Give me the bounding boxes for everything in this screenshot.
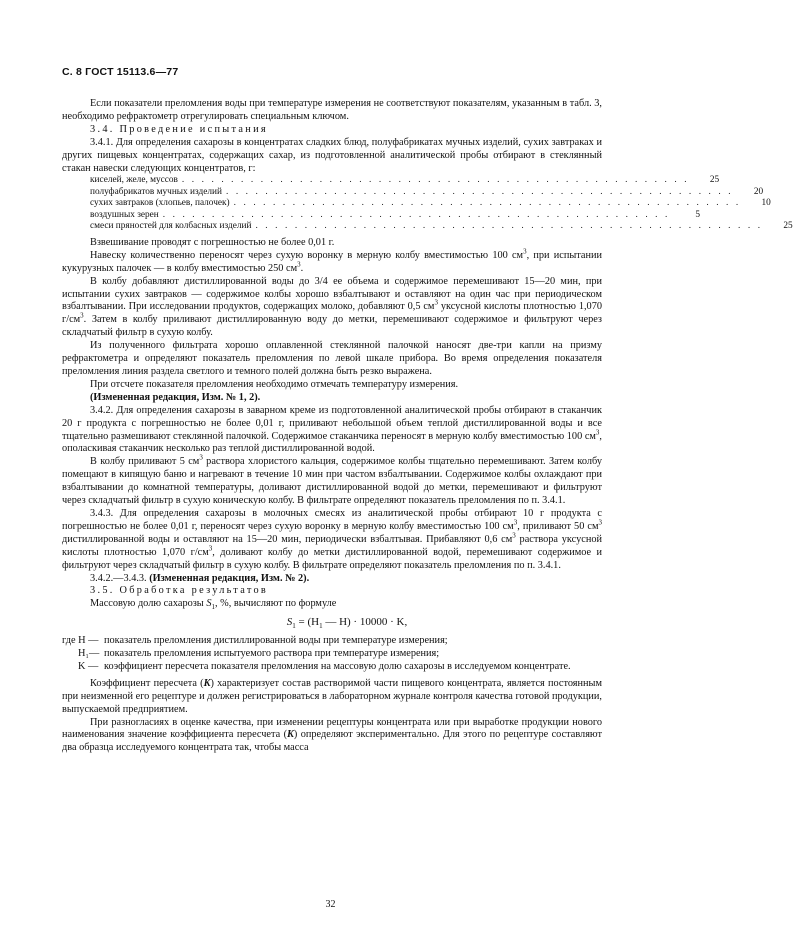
list-item: смеси пряностей для колбасных изделий . . . . . . . . . . . . . . . . . . . . . . . . . . . . . . . . . . . . . . . . . . . . . . . . . . . . 25 <box>90 221 793 232</box>
running-header: С. 8 ГОСТ 15113.6—77 <box>62 66 179 78</box>
paragraph-temperature: При отсчете показателя преломления необходимо отмечать температуру измерения. <box>90 378 459 390</box>
definition-row: H₁— показатель преломления испытуемого раствора при температуре измерения; <box>78 648 440 660</box>
list-item: полуфабрикатов мучных изделий . . . . . . . . . . . . . . . . . . . . . . . . . . . . . . . . . . . . . . . . . . . . . . . . . . . . 20 <box>90 186 764 197</box>
paragraph-filtrate: Из полученного фильтрата хорошо оплавленной стеклянной палочкой наносят две-три капли на призму рефрактометра и определяют показатель преломления по левой шкале прибора. Во время определения показателя преломления линия раздела светлого и темного полей должна быть резко выражена. <box>62 340 602 377</box>
paragraph-coefficient: Коэффициент пересчета (K) характеризует состав растворимой части пищевого концентрата, является постоянным при неизменной его рецептуре и должен регистрироваться в лабораторном журнале контроля качества готовой продукции, выпускаемой предприятием. <box>62 677 602 715</box>
definition-row: где H — показатель преломления дистиллированной воды при температуре измерения; <box>62 635 448 647</box>
paragraph-3-4-1: 3.4.1. Для определения сахарозы в концентратах сладких блюд, полуфабрикатах мучных изделий, сухих завтраках и других пищевых концентратах, содержащих сахар, из подготовленной аналитической пробы отбирают в стеклянный стакан навески следующих концентратов, г: <box>62 136 602 174</box>
paragraph-weighing: Взвешивание проводят с погрешностью не более 0,01 г. <box>90 236 335 248</box>
page-number: 32 <box>325 899 336 910</box>
list-item: воздушных зерен . . . . . . . . . . . . . . . . . . . . . . . . . . . . . . . . . . . . . . . . . . . . . . . . . . . . 5 <box>90 209 700 220</box>
page-body <box>62 98 793 755</box>
paragraph-add-water: В колбу добавляют дистиллированной воды до 3/4 ее объема и содержимое перемешивают 15—20 мин, при испытании сухих завтраков — содержимое колбы хорошо взбалтывают и оставляют на один час при периодическом взбалтывании. При исследовании продуктов, содержащих молоко, добавляют 0,5 $см^3$ уксусной кислоты плотностью 1,070 $г/см^3$. Затем в колбу приливают дистиллированную воду до метки, перемешивают содержимое и фильтруют через складчатый фильтр в сухую колбу. <box>62 275 602 339</box>
section-heading-3-4: 3.4. Проведение испытания <box>90 123 268 135</box>
definition-row: K — коэффициент пересчета показателя преломления на массовую долю сахарозы в исследуемом концентрате. <box>78 660 571 672</box>
weights-list <box>90 175 793 233</box>
paragraph-3-4-3: 3.4.3. Для определения сахарозы в молочных смесях из аналитической пробы отбирают 10 г продукта с погрешностью не более 0,01 г, переносят через сухую воронку в мерную колбу вместимостью 100 $см^3$, приливают 50 $см^3$ дистиллированной воды и оставляют на 15—20 мин, периодически взбалтывая. Прибавляют 0,6 $см^3$ раствора уксусной кислоты плотностью 1,070 $г/см^3$, доливают колбу до метки дистиллированной водой, перемешивают содержимое и фильтруют через складчатый фильтр в сухую колбу. В фильтрате определяют показатель преломления по п. 3.4.1. <box>62 507 603 571</box>
formula-definitions <box>62 635 602 674</box>
list-item: киселей, желе, муссов . . . . . . . . . . . . . . . . . . . . . . . . . . . . . . . . . . . . . . . . . . . . . . . . . . . . 25 <box>90 175 720 186</box>
paragraph-intro: Если показатели преломления воды при температуре измерения не соответствуют показателям, указанным в табл. 3, необходимо рефрактометр отрегулировать специальным ключом. <box>62 98 602 122</box>
edit-note-1: (Измененная редакция, Изм. № 1, 2). <box>90 391 261 403</box>
formula: $S_1 = (H_1$ — H) · 10000 · K, <box>286 616 408 631</box>
list-item: сухих завтраков (хлопьев, палочек) . . . . . . . . . . . . . . . . . . . . . . . . . . . . . . . . . . . . . . . . . . . . . . . . . . . . 10 <box>90 198 771 209</box>
paragraph-disagreement: При разногласиях в оценке качества, при изменении рецептуры концентрата или при выработке продукции нового наименования значение коэффициента пересчета (K) определяют экспериментально. Для этого по рецептуре составляют два образца исследуемого концентрата так, чтобы масса <box>62 716 602 754</box>
paragraph-calcium: В колбу приливают 5 $см^3$ раствора хлористого кальция, содержимое колбы тщательно перемешивают. Затем колбу помещают в кипящую баню и нагревают в течение 10 мин при частом взбалтывании. Содержимое колбы охлаждают при взбалтывании до комнатной температуры, доливают дистиллированной водой до метки, перемешивают и фильтруют через складчатый фильтр в сухую коническую колбу. В фильтрате определяют показатель преломления по п. 3.4.1. <box>62 453 602 507</box>
edit-note-2: 3.4.2.—3.4.3. (Измененная редакция, Изм. № 2). <box>90 572 310 584</box>
paragraph-3-4-2: 3.4.2. Для определения сахарозы в заварном креме из подготовленной аналитической пробы отбирают в стаканчик 20 г продукта с погрешностью не более 0,01 г, приливают небольшой объем теплой дистиллированной воды и все тщательно размешивают стеклянной палочкой. Содержимое стаканчика переносят в мерную колбу вместимостью 100 $см^3$, ополаскивая стаканчик несколько раз теплой дистиллированной водой. <box>62 404 602 455</box>
paragraph-transfer: Навеску количественно переносят через сухую воронку в мерную колбу вместимостью 100 $см^3$, при испытании кукурузных палочек — в колбу вместимостью 250 $см^3$. <box>62 247 602 274</box>
paragraph-mass-fraction: Массовую долю сахарозы $S_1$, %, вычисляют по формуле <box>90 598 337 612</box>
section-heading-3-5: 3.5. Обработка результатов <box>90 585 269 597</box>
